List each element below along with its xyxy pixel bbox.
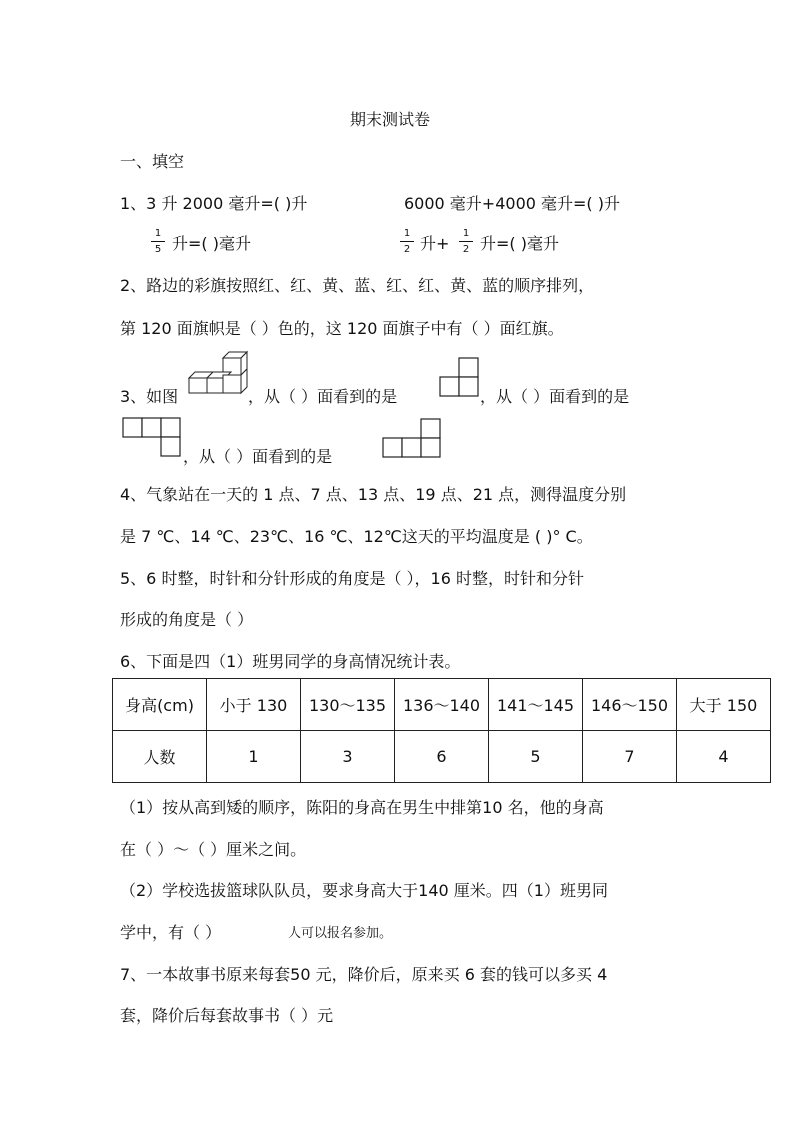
- table-cell: 5: [489, 731, 583, 783]
- table-cell: 人数: [113, 731, 207, 783]
- table-cell: 141～145: [489, 679, 583, 731]
- q4-line-1: 4、气象站在一天的 1 点、7 点、13 点、19 点、21 点，测得温度分别: [120, 485, 627, 504]
- table-cell: 小于 130: [207, 679, 301, 731]
- table-cell: 146～150: [583, 679, 677, 731]
- view-shape-2: [122, 417, 182, 457]
- table-cell: 3: [301, 731, 395, 783]
- fraction-numerator: 1: [154, 228, 162, 239]
- table-cell: 身高(cm): [113, 679, 207, 731]
- q6-sub2-line-2b: 人可以报名参加。: [288, 926, 393, 941]
- q6-intro: 6、下面是四（1）班男同学的身高情况统计表。: [120, 652, 461, 671]
- table-cell: 7: [583, 731, 677, 783]
- q1-part-a: 1、3 升 2000 毫升=( )升: [120, 194, 308, 213]
- page-title: 期末测试卷: [350, 110, 431, 129]
- q7-line-1: 7、一本故事书原来每套50 元，降价后，原来买 6 套的钱可以多买 4: [120, 965, 608, 984]
- q6-sub1-line-2: 在（ ）～（ ）厘米之间。: [120, 840, 307, 859]
- q3-part-d: ，从（ ）面看到的是: [183, 447, 333, 466]
- table-cell: 1: [207, 731, 301, 783]
- q1-part-d: 升=( )毫升: [480, 234, 559, 253]
- fraction-denominator: 2: [462, 244, 470, 255]
- fraction-denominator: 5: [154, 244, 162, 255]
- q3-part-a: 3、如图: [120, 387, 179, 406]
- table-cell: 130～135: [301, 679, 395, 731]
- q1-part-b: 6000 毫升+4000 毫升=( )升: [404, 194, 620, 213]
- fraction-bar: [400, 241, 414, 242]
- table-cell: 4: [677, 731, 771, 783]
- q3-part-b: ，从（ ）面看到的是: [248, 387, 398, 406]
- q6-sub1-line-1: （1）按从高到矮的顺序，陈阳的身高在男生中排第10 名，他的身高: [120, 798, 604, 817]
- q5-line-2: 形成的角度是（ ）: [120, 610, 254, 629]
- table-cell: 136～140: [395, 679, 489, 731]
- q3-part-c: ，从（ ）面看到的是: [480, 387, 630, 406]
- cube-stack-figure: [187, 352, 247, 400]
- q2-line-2: 第 120 面旗帜是（ ）色的，这 120 面旗子中有（ ）面红旗。: [120, 319, 564, 338]
- table-cell: 6: [395, 731, 489, 783]
- fraction-numerator: 1: [403, 228, 411, 239]
- fraction-bar: [151, 241, 165, 242]
- q4-line-2: 是 7 ℃、14 ℃、23℃、16 ℃、12℃这天的平均温度是 ( )° C。: [120, 527, 593, 546]
- q6-sub2-line-1: （2）学校选拔篮球队队员，要求身高大于140 厘米。四（1）班男同: [120, 881, 608, 900]
- fraction-bar: [459, 241, 473, 242]
- view-shape-1: [439, 357, 479, 397]
- q1-fraction-2: [400, 227, 414, 256]
- table-header-row: [113, 679, 771, 731]
- fraction-numerator: 1: [462, 228, 470, 239]
- section-heading: 一、填空: [120, 152, 185, 171]
- table-cell: 大于 150: [677, 679, 771, 731]
- q5-line-1: 5、6 时整，时针和分针形成的角度是（ ），16 时整，时针和分针: [120, 569, 584, 588]
- q1-part-c: 升=( )毫升: [172, 234, 251, 253]
- q1-fraction-3: [459, 227, 473, 256]
- q6-sub2-line-2a: 学中，有（ ）: [120, 923, 222, 942]
- view-shape-3: [382, 418, 442, 458]
- fraction-denominator: 2: [403, 244, 411, 255]
- height-stats-table: [112, 678, 771, 783]
- q7-line-2: 套，降价后每套故事书（ ）元: [120, 1006, 334, 1025]
- q2-line-1: 2、路边的彩旗按照红、红、黄、蓝、红、红、黄、蓝的顺序排列，: [120, 276, 595, 295]
- q1-fraction-1: [151, 227, 165, 256]
- table-row: [113, 731, 771, 783]
- q1-plus: 升+: [420, 234, 450, 253]
